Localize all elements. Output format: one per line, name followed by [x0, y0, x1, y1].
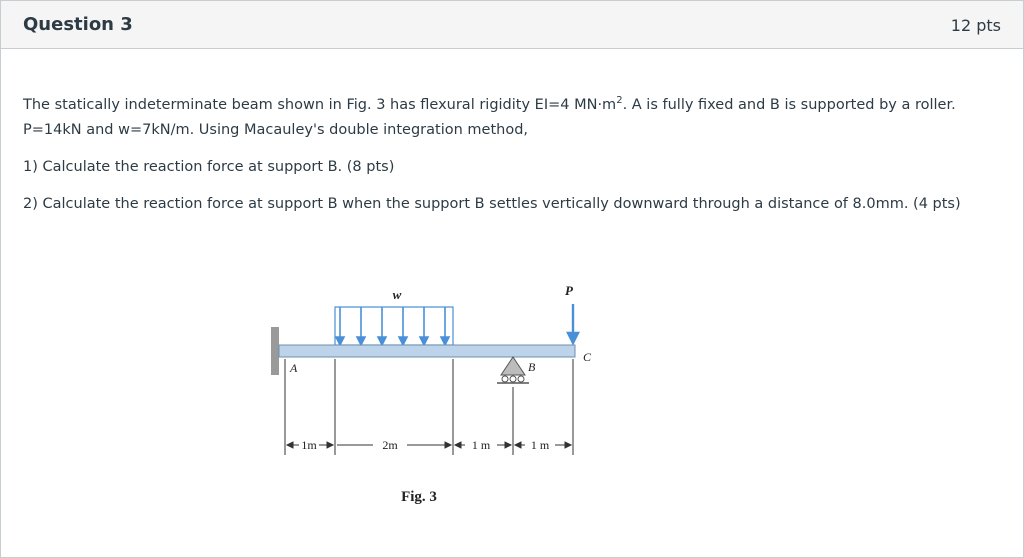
intro-text-1: The statically indeterminate beam shown in Fig. 3 has flexural rigidity EI=4 MN·m	[23, 97, 617, 113]
load-p-label: P	[565, 283, 573, 298]
question-points: 12 pts	[950, 16, 1001, 35]
dimension-3-label: 1 m	[471, 438, 491, 452]
beam	[279, 345, 575, 357]
question-item-1: 1) Calculate the reaction force at support B. (8 pts)	[23, 159, 395, 175]
distributed-load-arrows	[336, 307, 449, 345]
distributed-load-frame	[335, 307, 453, 345]
beam-diagram	[263, 279, 603, 509]
intro-text-2: . A is fully fixed and B is supported by a roller. P=14kN and w=7kN/m. Using Macauley's double integration method,	[23, 97, 956, 138]
point-c-label: C	[583, 350, 592, 364]
roller-support	[501, 357, 525, 375]
dimension-2-label: 2m	[382, 438, 398, 452]
dimension-arrows	[287, 442, 571, 448]
question-intro	[23, 93, 998, 143]
support-b-label: B	[528, 360, 536, 374]
question-title: Question 3	[23, 14, 133, 35]
question-item-2: 2) Calculate the reaction force at support B when the support B settles vertically downward through a distance of 8.0mm. (4 pts)	[23, 196, 961, 212]
beam-figure	[263, 279, 603, 509]
load-w-label: w	[392, 287, 402, 302]
point-load-arrow	[568, 304, 578, 343]
question-body	[23, 93, 998, 229]
roller-wheels	[502, 376, 524, 382]
dimension-4-label: 1 m	[530, 438, 550, 452]
figure-caption: Fig. 3	[401, 489, 437, 505]
fixed-support-wall	[271, 327, 279, 375]
support-a-label: A	[290, 361, 298, 375]
intro-superscript: 2	[616, 95, 623, 107]
dimension-1-label: 1m	[301, 438, 317, 452]
question-header	[1, 1, 1023, 49]
